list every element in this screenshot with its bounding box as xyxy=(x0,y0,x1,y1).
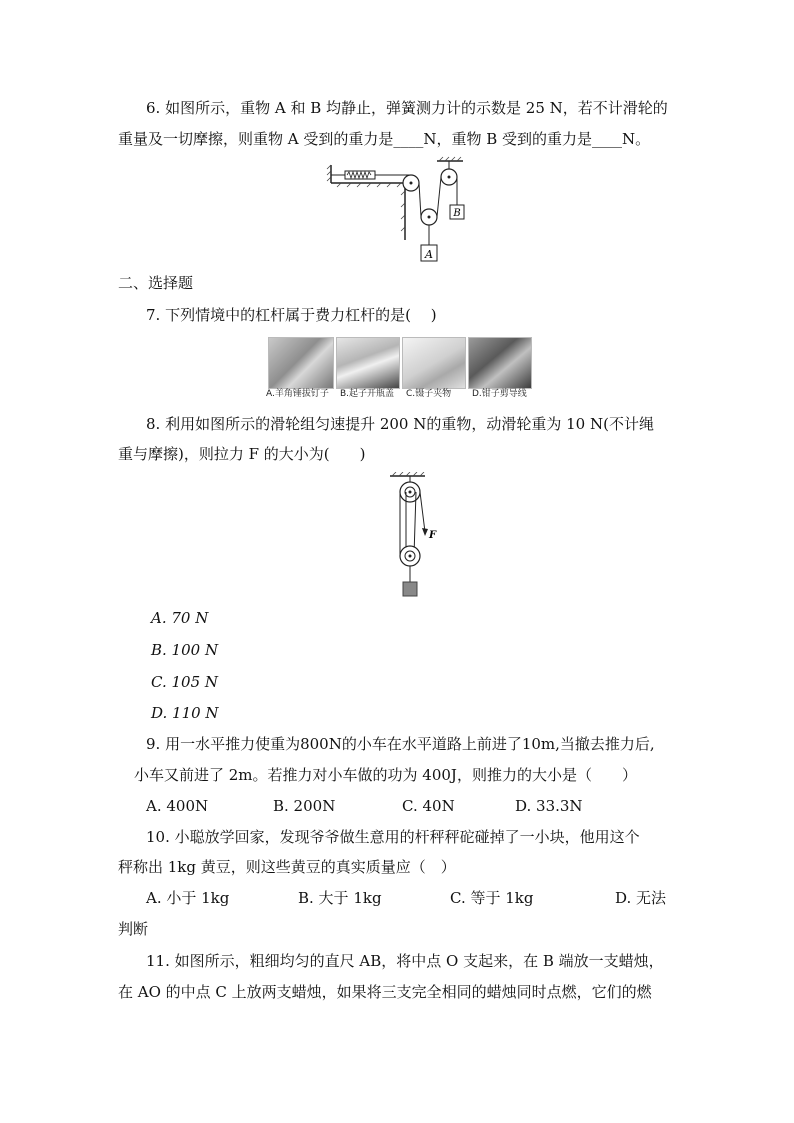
q6-line1: 6. 如图所示，重物 A 和 B 均静止，弹簧测力计的示数是 25 N，若不计滑轮的 xyxy=(146,99,668,117)
q9-line2: 小车又前进了 2m。若推力对小车做的功为 400J，则推力的大小是（ ） xyxy=(134,766,637,784)
q9-line1: 9. 用一水平推力使重为800N的小车在水平道路上前进了10m,当撤去推力后, xyxy=(146,735,655,753)
q8-option-d: D. 110 N xyxy=(151,704,219,722)
q10-line1: 10. 小聪放学回家，发现爷爷做生意用的杆秤秤砣碰掉了一小块，他用这个 xyxy=(146,828,640,846)
q8-line2: 重与摩擦)，则拉力 F 的大小为( ) xyxy=(118,445,366,463)
q10-line2: 秤称出 1kg 黄豆，则这些黄豆的真实质量应（ ） xyxy=(118,858,456,876)
q10-option-c: C. 等于 1kg xyxy=(450,889,534,907)
photo-bottle-opener xyxy=(336,337,400,389)
q10-option-b: B. 大于 1kg xyxy=(298,889,382,907)
caption-b: B.起子开瓶盖 xyxy=(340,389,395,399)
pulley-block-figure xyxy=(385,472,445,600)
q7-text: 7. 下列情境中的杠杆属于费力杠杆的是( ) xyxy=(146,306,437,324)
q11-line2: 在 AO 的中点 C 上放两支蜡烛，如果将三支完全相同的蜡烛同时点燃，它们的燃 xyxy=(118,983,652,1001)
pulley-spring-figure xyxy=(325,155,475,265)
photo-claw-hammer xyxy=(268,337,334,389)
q10-option-d: D. 无法 xyxy=(615,889,667,907)
q10-line3: 判断 xyxy=(118,920,149,938)
q9-option-b: B. 200N xyxy=(273,797,336,815)
q6-line2: 重量及一切摩擦，则重物 A 受到的重力是____N，重物 B 受到的重力是____N。 xyxy=(118,130,651,148)
caption-c: C.镊子夹物 xyxy=(406,389,452,399)
q8-line1: 8. 利用如图所示的滑轮组匀速提升 200 N的重物，动滑轮重为 10 N(不计绳 xyxy=(146,415,654,433)
weight-a-label: A xyxy=(425,248,433,261)
q9-option-d: D. 33.3N xyxy=(515,797,583,815)
q11-line1: 11. 如图所示，粗细均匀的直尺 AB，将中点 O 支起来，在 B 端放一支蜡烛， xyxy=(146,952,664,970)
force-f-label: F xyxy=(429,530,437,541)
photo-pliers xyxy=(468,337,532,389)
q9-option-a: A. 400N xyxy=(146,797,209,815)
photo-tweezers xyxy=(402,337,466,389)
q8-option-b: B. 100 N xyxy=(151,641,219,659)
q8-option-a: A. 70 N xyxy=(151,609,209,627)
q9-option-c: C. 40N xyxy=(402,797,455,815)
section-title: 二、选择题 xyxy=(118,274,194,292)
caption-a: A.羊角锤拔钉子 xyxy=(266,389,329,399)
caption-d: D.钳子剪导线 xyxy=(472,389,527,399)
weight-b-label: B xyxy=(453,208,461,219)
q10-option-a: A. 小于 1kg xyxy=(146,889,230,907)
q8-option-c: C. 105 N xyxy=(151,673,219,691)
